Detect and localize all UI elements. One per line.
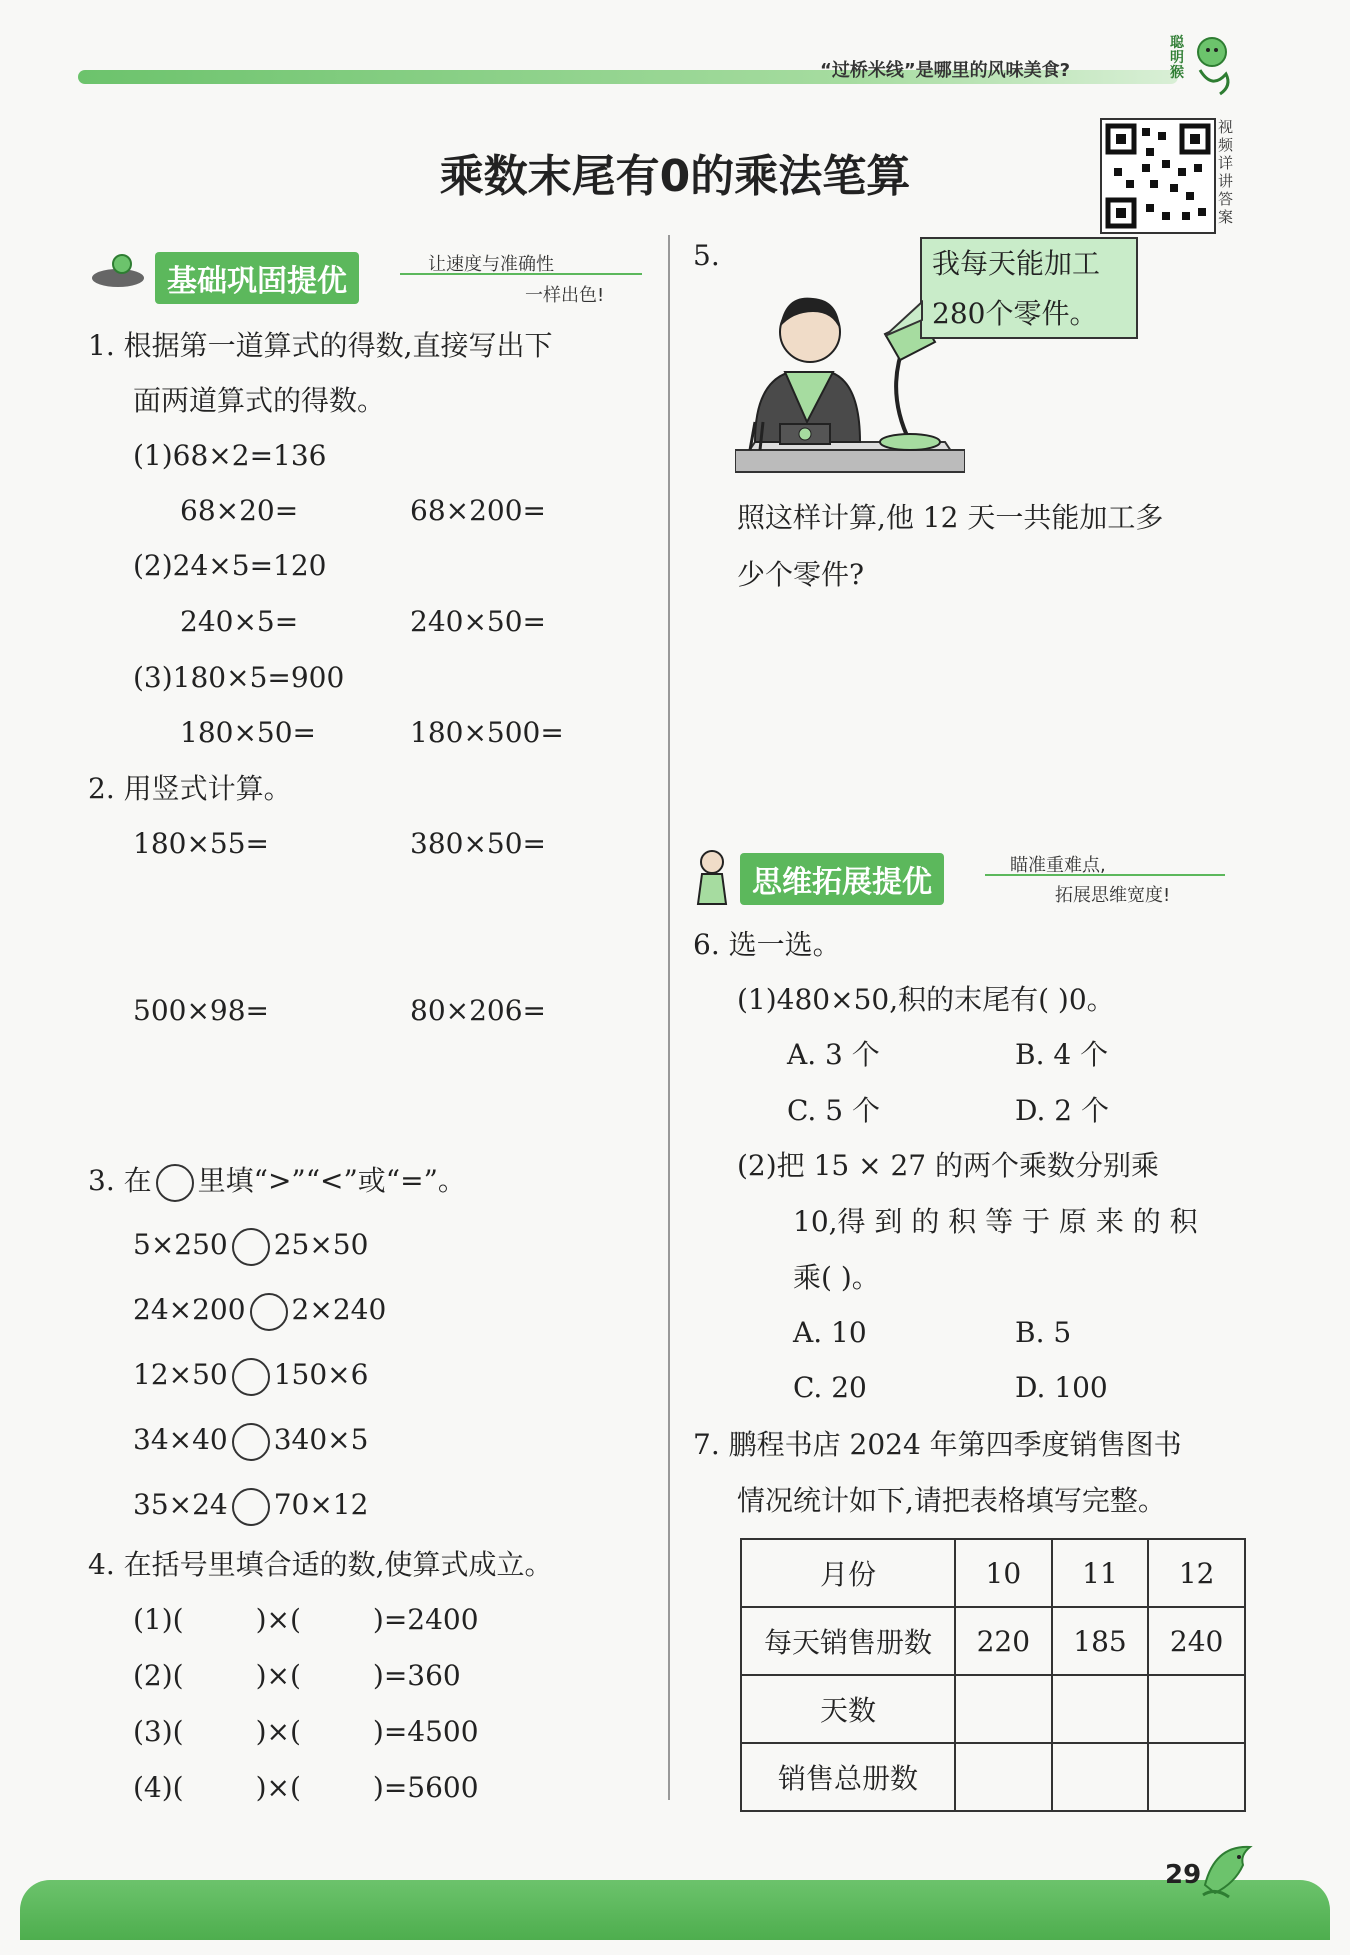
table-cell: 240 <box>1148 1607 1245 1675</box>
q4-row <box>133 1602 479 1638</box>
q4-end: )=360 <box>372 1659 461 1692</box>
q4-mid: )×( <box>255 1659 301 1692</box>
section-basic-note-1: 让速度与准确性 <box>428 254 554 275</box>
q3-row-left: 5×250 <box>133 1228 228 1261</box>
answer-cell[interactable] <box>1052 1743 1149 1811</box>
section-thinking-note-1: 瞄准重难点, <box>1010 855 1106 876</box>
q1-p2-a: 240×5= <box>180 605 299 638</box>
answer-cell[interactable] <box>1148 1675 1245 1743</box>
q6-p1-option-c[interactable]: C. 5 个 <box>787 1094 880 1127</box>
q3-row <box>133 1357 368 1396</box>
qr-code-icon[interactable] <box>1100 118 1216 234</box>
footer-band <box>20 1880 1330 1940</box>
q2-c: 500×98= <box>133 994 269 1027</box>
header-tagline: “过桥米线”是哪里的风味美食? <box>820 60 1071 81</box>
section-basic-note-2: 一样出色! <box>525 285 605 306</box>
q5-number: 5. <box>693 239 720 272</box>
q2-a: 180×55= <box>133 827 269 860</box>
q7-text-1: 7. 鹏程书店 2024 年第四季度销售图书 <box>693 1428 1182 1461</box>
q3-row <box>133 1227 368 1266</box>
speech-line-1: 我每天能加工 <box>932 247 1101 280</box>
speech-bubble <box>920 237 1138 339</box>
q4-text: 4. 在括号里填合适的数,使算式成立。 <box>88 1548 553 1581</box>
table-cell: 11 <box>1052 1539 1149 1607</box>
answer-cell[interactable] <box>955 1743 1052 1811</box>
speech-tail <box>885 300 925 340</box>
q4-mid: )×( <box>255 1603 301 1636</box>
q4-mid: )×( <box>255 1771 301 1804</box>
q3-row-right: 340×5 <box>273 1423 369 1456</box>
q6-p2-line-1: (2)把 15 × 27 的两个乘数分别乘 <box>737 1149 1159 1182</box>
mascot-label: 聪明猴 <box>1170 35 1184 81</box>
table-row <box>741 1607 1245 1675</box>
answer-circle[interactable] <box>232 1423 270 1461</box>
q4-prefix: (3)( <box>133 1715 184 1748</box>
answer-circle[interactable] <box>232 1488 270 1526</box>
answer-cell[interactable] <box>1052 1675 1149 1743</box>
q5-text-1: 照这样计算,他 12 天一共能加工多 <box>737 501 1164 534</box>
answer-cell[interactable] <box>955 1675 1052 1743</box>
q6-p1-option-a[interactable]: A. 3 个 <box>787 1038 880 1071</box>
q6-p2-line-3: 乘( )。 <box>793 1261 880 1294</box>
sales-table <box>740 1538 1246 1812</box>
q2-text: 2. 用竖式计算。 <box>88 772 292 805</box>
answer-circle[interactable] <box>250 1293 288 1331</box>
q3-row <box>133 1422 368 1461</box>
q3-row-right: 70×12 <box>273 1488 369 1521</box>
column-divider <box>668 235 670 1800</box>
table-cell: 185 <box>1052 1607 1149 1675</box>
q3-row-left: 24×200 <box>133 1293 246 1326</box>
q3-row <box>133 1292 386 1331</box>
answer-circle[interactable] <box>232 1358 270 1396</box>
page-number: 29 <box>1165 1860 1202 1890</box>
q6-p1: (1)480×50,积的末尾有( )0。 <box>737 983 1115 1016</box>
compare-circle-icon <box>156 1164 194 1202</box>
section-thinking-note-2: 拓展思维宽度! <box>1055 885 1171 906</box>
q6-p1-option-b[interactable]: B. 4 个 <box>1015 1038 1109 1071</box>
dolphin-mascot-icon <box>1195 1835 1265 1905</box>
q3-row-right: 2×240 <box>291 1293 387 1326</box>
q3-text <box>88 1163 466 1202</box>
q1-text-1: 1. 根据第一道算式的得数,直接写出下 <box>88 329 553 362</box>
q6-p2-option-c[interactable]: C. 20 <box>793 1371 867 1404</box>
q3-text-a: 3. 在 <box>88 1164 152 1197</box>
table-row <box>741 1539 1245 1607</box>
table-cell: 每天销售册数 <box>741 1607 955 1675</box>
q3-row-right: 25×50 <box>273 1228 369 1261</box>
q3-row-left: 12×50 <box>133 1358 228 1391</box>
q4-end: )=4500 <box>372 1715 479 1748</box>
qr-label: 视频详讲答案 <box>1218 118 1234 226</box>
q1-p3-given: (3)180×5=900 <box>133 661 345 694</box>
q5-text-2: 少个零件? <box>737 558 865 591</box>
q4-end: )=2400 <box>372 1603 479 1636</box>
q2-d: 80×206= <box>410 994 546 1027</box>
q4-row <box>133 1770 479 1806</box>
q1-p2-b: 240×50= <box>410 605 546 638</box>
q1-p1-a: 68×20= <box>180 494 299 527</box>
q6-p2-option-a[interactable]: A. 10 <box>793 1316 867 1349</box>
table-cell: 销售总册数 <box>741 1743 955 1811</box>
q4-row <box>133 1658 461 1694</box>
q6-p2-line-2: 10,得 到 的 积 等 于 原 来 的 积 <box>793 1205 1198 1238</box>
speech-line-2: 280个零件。 <box>932 297 1098 330</box>
table-cell: 月份 <box>741 1539 955 1607</box>
table-cell: 10 <box>955 1539 1052 1607</box>
q6-text: 6. 选一选。 <box>693 928 841 961</box>
q4-prefix: (1)( <box>133 1603 184 1636</box>
q3-row-left: 34×40 <box>133 1423 228 1456</box>
girl-mascot-icon <box>692 848 732 908</box>
answer-circle[interactable] <box>232 1228 270 1266</box>
q1-p2-given: (2)24×5=120 <box>133 549 327 582</box>
q4-row <box>133 1714 479 1750</box>
q4-prefix: (4)( <box>133 1771 184 1804</box>
table-cell: 天数 <box>741 1675 955 1743</box>
q3-row <box>133 1487 368 1526</box>
table-cell: 220 <box>955 1607 1052 1675</box>
answer-cell[interactable] <box>1148 1743 1245 1811</box>
q1-p1-given: (1)68×2=136 <box>133 439 327 472</box>
section-basic-label: 基础巩固提优 <box>155 252 359 304</box>
q7-text-2: 情况统计如下,请把表格填写完整。 <box>737 1484 1166 1517</box>
q6-p1-option-d[interactable]: D. 2 个 <box>1015 1094 1109 1127</box>
q1-p1-b: 68×200= <box>410 494 546 527</box>
table-row <box>741 1675 1245 1743</box>
monkey-mascot-icon <box>1170 30 1240 100</box>
racer-mascot-icon <box>88 250 148 290</box>
q2-b: 380×50= <box>410 827 546 860</box>
q6-p2-option-d[interactable]: D. 100 <box>1015 1371 1108 1404</box>
q6-p2-option-b[interactable]: B. 5 <box>1015 1316 1072 1349</box>
q1-text-2: 面两道算式的得数。 <box>133 384 386 417</box>
page-title: 乘数末尾有0的乘法笔算 <box>439 151 911 202</box>
q1-p3-b: 180×500= <box>410 716 564 749</box>
q4-mid: )×( <box>255 1715 301 1748</box>
q3-row-right: 150×6 <box>273 1358 369 1391</box>
q3-text-b: 里填“>”“<”或“=”。 <box>197 1164 466 1197</box>
table-row <box>741 1743 1245 1811</box>
q4-end: )=5600 <box>372 1771 479 1804</box>
q3-row-left: 35×24 <box>133 1488 228 1521</box>
table-cell: 12 <box>1148 1539 1245 1607</box>
q4-prefix: (2)( <box>133 1659 184 1692</box>
q1-p3-a: 180×50= <box>180 716 316 749</box>
section-thinking-label: 思维拓展提优 <box>740 853 944 905</box>
